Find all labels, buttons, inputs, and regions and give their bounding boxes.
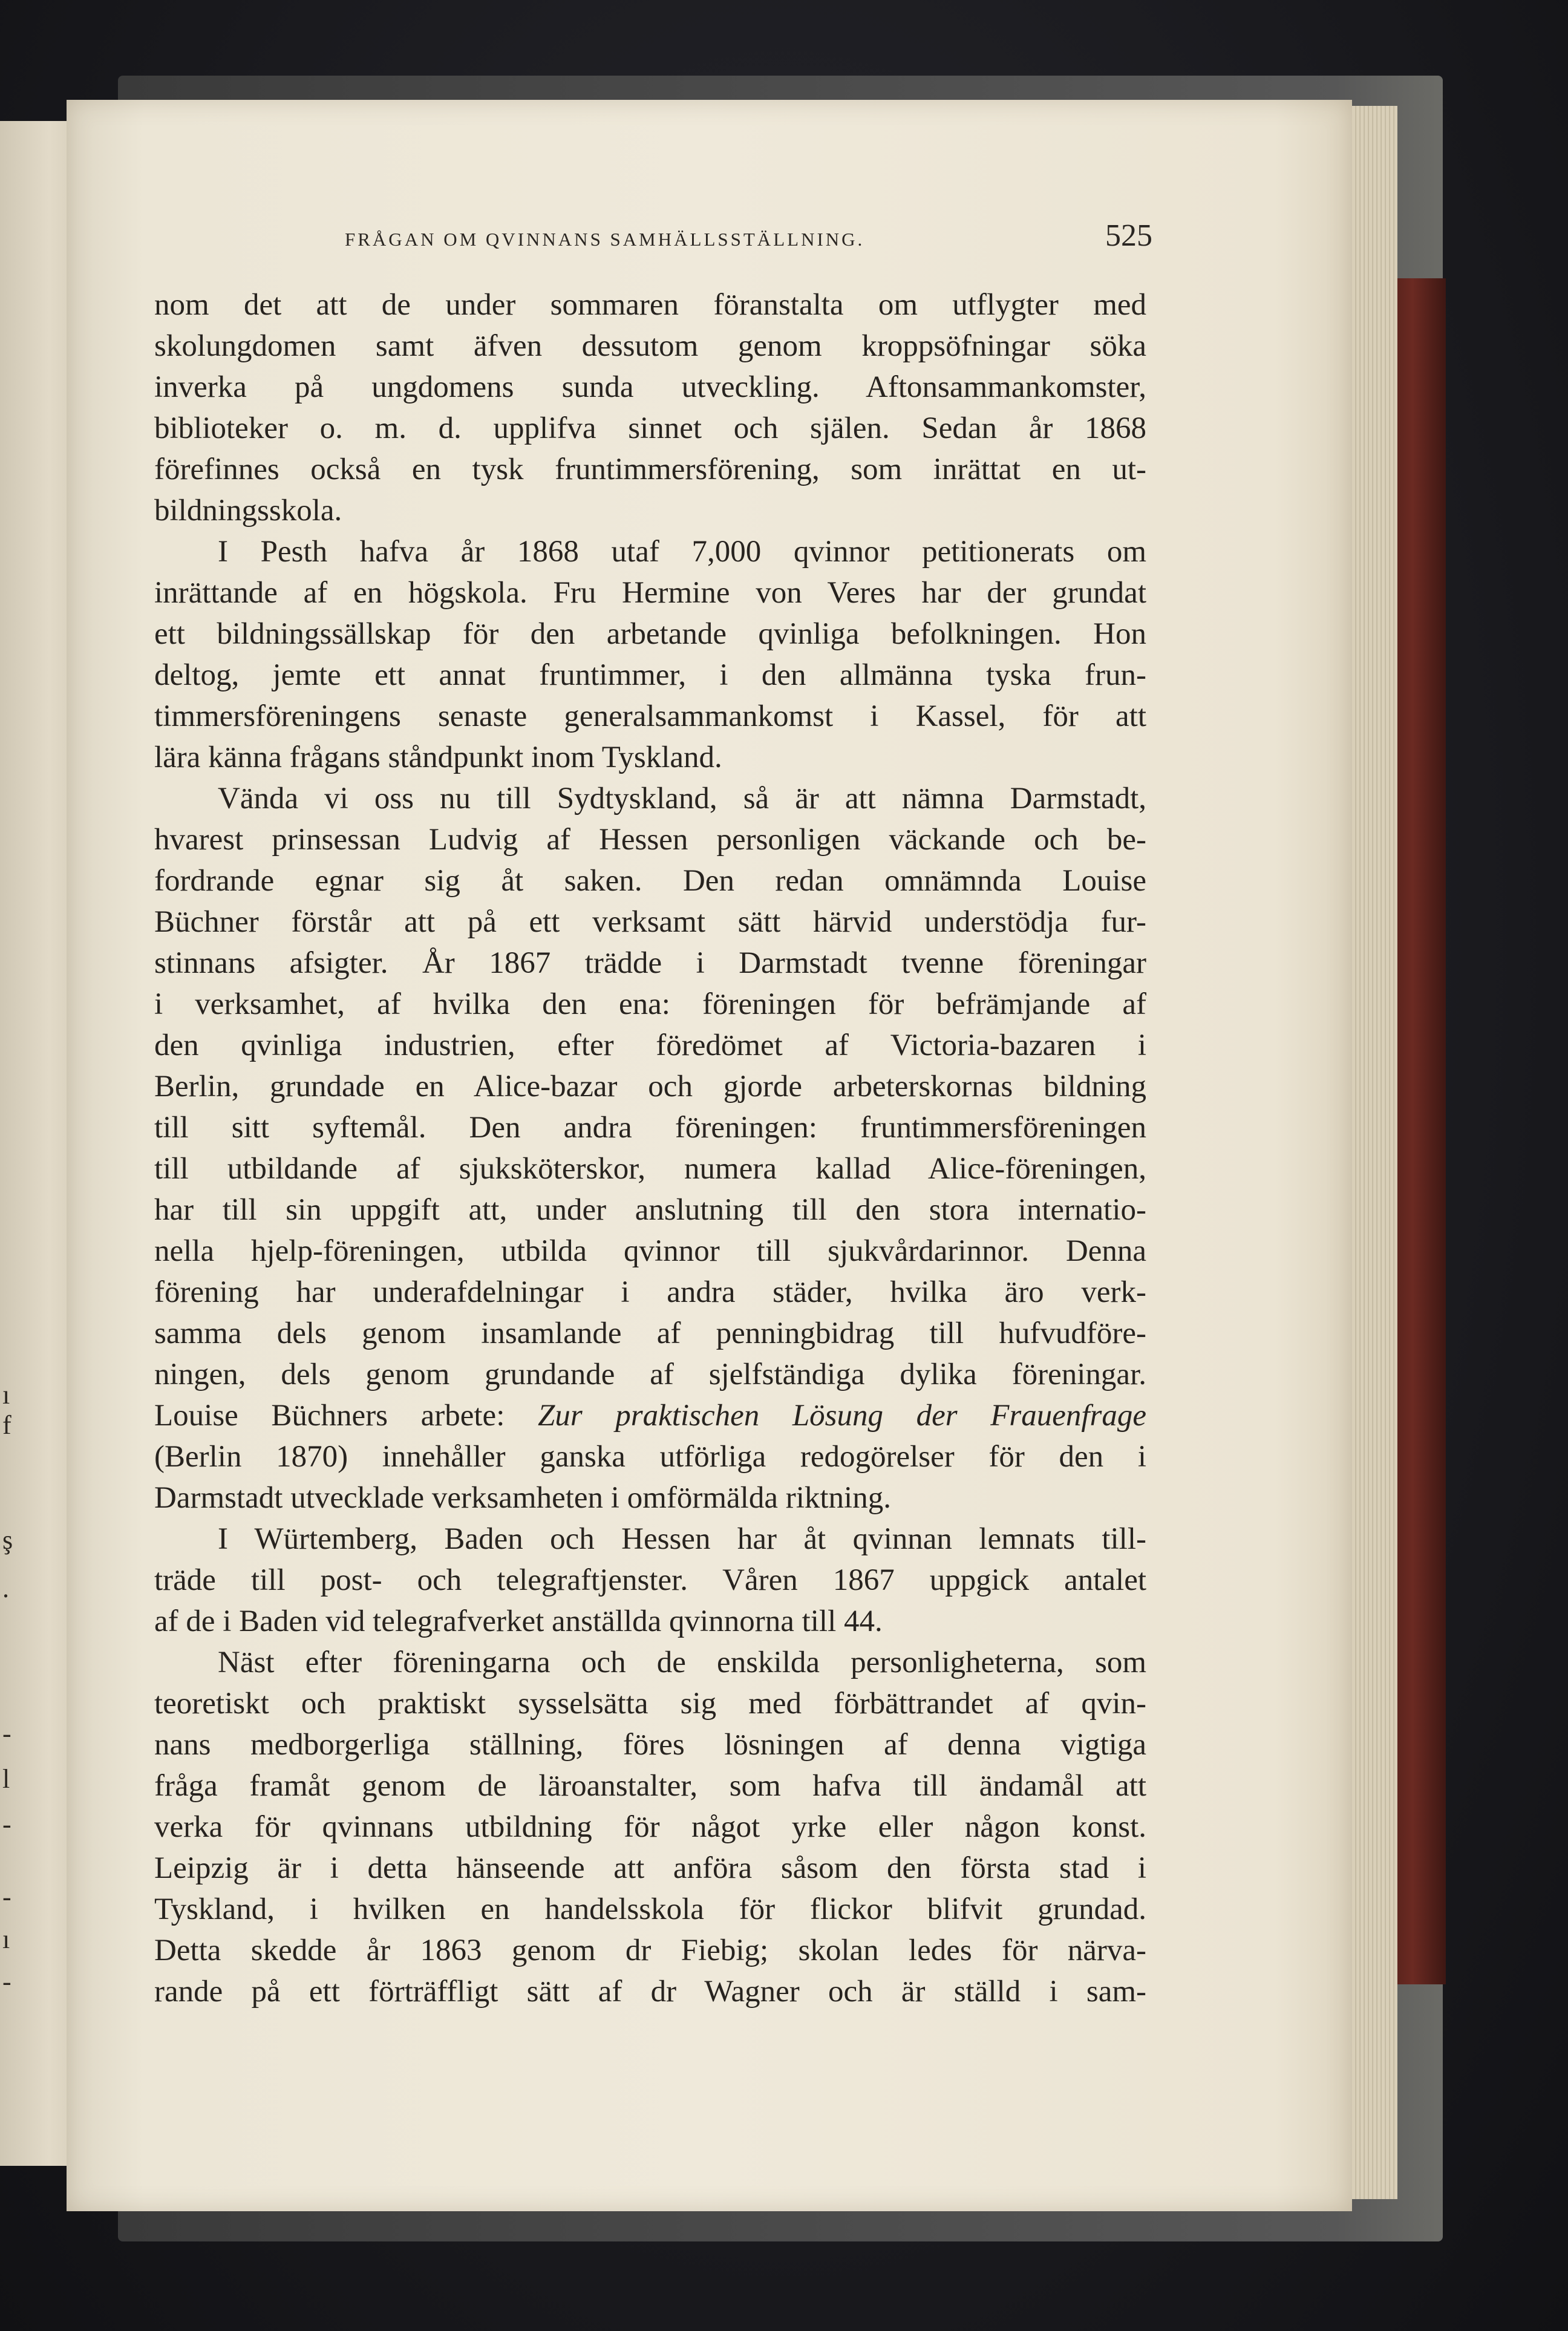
body-text <box>154 284 1146 2012</box>
left-mark: l <box>2 1764 10 1794</box>
left-mark: ş <box>2 1525 13 1555</box>
text-line: Darmstadt utvecklade verksamheten i omförmälda riktning. <box>154 1481 891 1515</box>
text-line: inverka på ungdomens sunda utveckling. Aftonsammankomster, <box>154 370 1146 404</box>
left-mark: ı <box>2 1380 10 1410</box>
left-mark: . <box>2 1574 9 1603</box>
left-mark: f <box>2 1410 11 1440</box>
text-line: nella hjelp-föreningen, utbilda qvinnor till sjukvårdarinnor. Denna <box>154 1234 1146 1268</box>
text-line: ningen, dels genom grundande af sjelfständiga dylika föreningar. <box>154 1358 1146 1391</box>
text-line: Detta skedde år 1863 genom dr Fiebig; skolan ledes för närva- <box>154 1934 1146 1967</box>
text-line: I Würtemberg, Baden och Hessen har åt qvinnan lemnats till- <box>218 1522 1146 1556</box>
text-line: verka för qvinnans utbildning för något yrke eller någon konst. <box>154 1810 1146 1844</box>
text-line: Berlin, grundade en Alice-bazar och gjorde arbeterskornas bildning <box>154 1070 1146 1103</box>
text-line: till sitt syftemål. Den andra föreningen: fruntimmersföreningen <box>154 1111 1146 1145</box>
text-line: hvarest prinsessan Ludvig af Hessen personligen väckande och be- <box>154 823 1146 857</box>
left-mark: - <box>2 1719 11 1748</box>
text-line: ett bildningssällskap för den arbetande qvinliga befolkningen. Hon <box>154 617 1146 651</box>
text-line: till utbildande af sjuksköterskor, numera kallad Alice-föreningen, <box>154 1152 1146 1186</box>
text-line: stinnans afsigter. År 1867 trädde i Darmstadt tvenne föreningar <box>154 946 1146 980</box>
text-line: Vända vi oss nu till Sydtyskland, så är att nämna Darmstadt, <box>218 782 1146 816</box>
text-line: fordrande egnar sig åt saken. Den redan omnämnda Louise <box>154 864 1146 898</box>
text-line: träde till post- och telegraftjenster. Våren 1867 uppgick antalet <box>154 1563 1146 1597</box>
text-line: Tyskland, i hvilken en handelsskola för flickor blifvit grundad. <box>154 1892 1146 1926</box>
text-line: den qvinliga industrien, efter föredömet af Victoria-bazaren i <box>154 1028 1146 1062</box>
text-line: timmersföreningens senaste generalsammankomst i Kassel, för att <box>154 699 1146 733</box>
text-line: i verksamhet, af hvilka den ena: föreningen för befrämjande af <box>154 987 1146 1021</box>
text-line: af de i Baden vid telegrafverket anställda qvinnorna till 44. <box>154 1604 883 1638</box>
text-line: Leipzig är i detta hänseende att anföra såsom den första stad i <box>154 1851 1146 1885</box>
text-line: nans medborgerliga ställning, föres lösningen af denna vigtiga <box>154 1728 1146 1762</box>
text-line: biblioteker o. m. d. upplifva sinnet och själen. Sedan år 1868 <box>154 411 1146 445</box>
text-line: Büchner förstår att på ett verksamt sätt härvid understödja fur- <box>154 905 1146 939</box>
text-line-with-title <box>154 1395 1146 1436</box>
text-line: inrättande af en högskola. Fru Hermine von Veres har der grundat <box>154 576 1146 610</box>
left-mark: ı <box>2 1924 10 1954</box>
left-mark: - <box>2 1882 11 1912</box>
text-line: lära känna frågans ståndpunkt inom Tyskland. <box>154 740 722 774</box>
page-number: 525 <box>1105 218 1152 253</box>
left-mark: - <box>2 1967 11 1996</box>
text-line: skolungdomen samt äfven dessutom genom kroppsöfningar söka <box>154 329 1146 363</box>
text-line: (Berlin 1870) innehåller ganska utförliga redogörelser för den i <box>154 1440 1146 1474</box>
text-line: deltog, jemte ett annat fruntimmer, i den allmänna tyska frun- <box>154 658 1146 692</box>
text-line: fråga framåt genom de läroanstalter, som hafva till ändamål att <box>154 1769 1146 1803</box>
text-line: bildningsskola. <box>154 494 342 528</box>
running-head: FRÅGAN OM QVINNANS SAMHÄLLSSTÄLLNING. <box>345 229 865 250</box>
text-line: nom det att de under sommaren föranstalta om utflygter med <box>154 288 1146 322</box>
text-line: förening har underafdelningar i andra städer, hvilka äro verk- <box>154 1275 1146 1309</box>
text-line: Näst efter föreningarna och de enskilda personligheterna, som <box>218 1646 1146 1679</box>
italic-book-title: Zur praktischen Lösung der Frauenfrage <box>537 1399 1147 1433</box>
text-fragment: Louise Büchners arbete: <box>154 1399 538 1433</box>
text-line: har till sin uppgift att, under anslutning till den stora internatio- <box>154 1193 1146 1227</box>
text-line: förefinnes också en tysk fruntimmersförening, som inrättat en ut- <box>154 453 1146 486</box>
text-line: teoretiskt och praktiskt sysselsätta sig med förbättrandet af qvin- <box>154 1687 1146 1721</box>
text-line: rande på ett förträffligt sätt af dr Wagner och är ställd i sam- <box>154 1975 1146 2009</box>
left-mark: - <box>2 1810 11 1839</box>
text-line: samma dels genom insamlande af penningbidrag till hufvudföre- <box>154 1316 1146 1350</box>
text-line: I Pesth hafva år 1868 utaf 7,000 qvinnor petitionerats om <box>218 535 1146 569</box>
page-header <box>345 218 1222 260</box>
